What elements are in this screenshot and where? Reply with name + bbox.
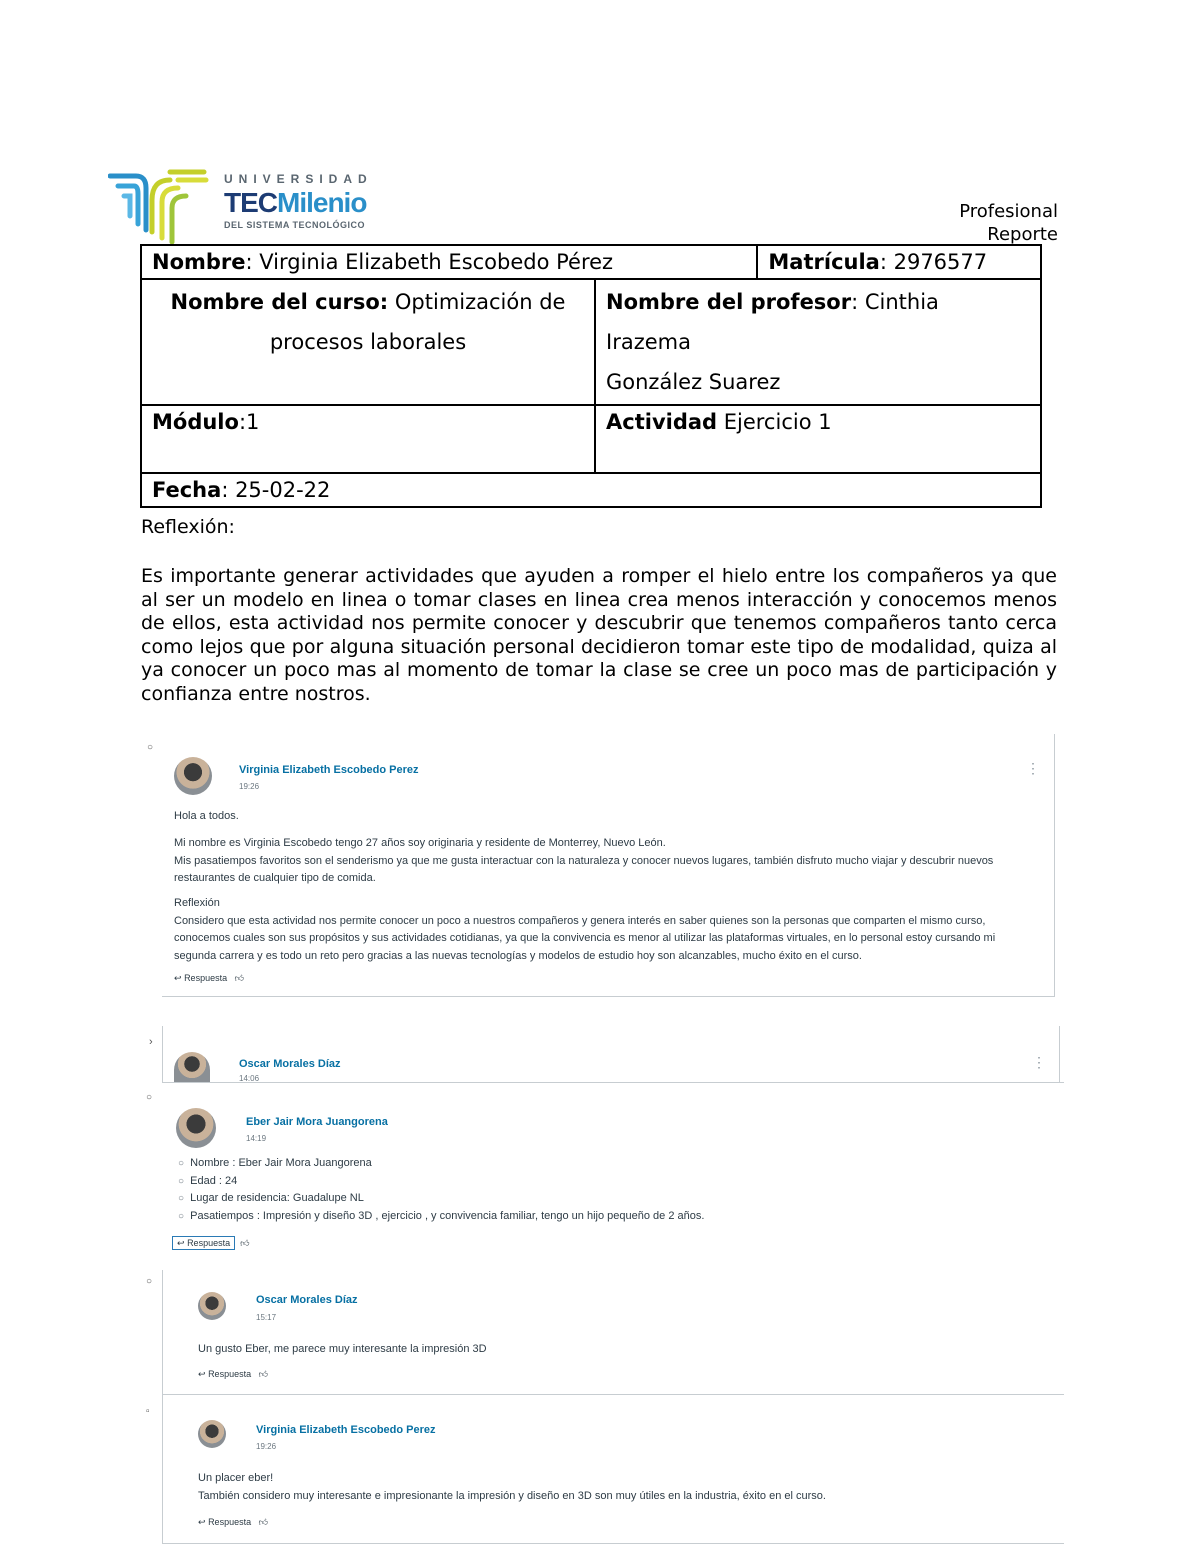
nombre-label: Nombre [152,250,246,274]
post-author[interactable]: Oscar Morales Díaz [239,1058,341,1070]
avatar [176,1108,216,1148]
header-reporte: Reporte [987,224,1058,245]
expand-thread-icon[interactable]: › [149,1036,153,1048]
post-card-oscar-collapsed [162,1026,1060,1082]
post-text: Un gusto Eber, me parece muy interesante la impresión 3D [198,1343,487,1355]
list-item-text: Pasatiempos : Impresión y diseño 3D , ejercicio , y convivencia familiar, tengo un hijo pequeño de 2 años. [190,1209,705,1222]
modulo-value: :1 [238,410,260,434]
thread-collapse-icon[interactable]: ▫ [146,1406,150,1417]
reply-button[interactable] [198,1369,268,1380]
nombre-cell [141,245,757,279]
avatar [198,1292,226,1320]
curso-cell [141,279,595,405]
logo-brand [224,188,373,218]
post-line: También considero muy interesante e impresionante la impresión y diseño en 3D son muy útiles en la industria, éxito en el curso. [198,1489,826,1502]
reply-arrow-icon: ↩ [198,1369,206,1379]
more-options-icon[interactable]: ⋮ [1026,760,1040,776]
profesor-cell [595,279,1041,405]
actividad-label: Actividad [606,410,718,434]
post-author[interactable]: Oscar Morales Díaz [256,1294,358,1306]
logo-subtitle: DEL SISTEMA TECNOLÓGICO [224,220,366,230]
tecmilenio-logo-mark [108,168,210,248]
avatar [198,1420,226,1448]
post-author[interactable]: Eber Jair Mora Juangorena [246,1116,388,1128]
fecha-value: : 25-02-22 [221,478,331,502]
divider [162,1394,1064,1395]
curso-value-2: procesos laborales [269,330,467,354]
divider [162,1543,1064,1544]
post-time: 14:19 [246,1134,267,1143]
reply-button[interactable] [174,973,244,984]
thread-line [162,1270,163,1394]
post-greeting: Hola a todos. [174,810,239,822]
post-line: Mis pasatiempos favoritos son el senderismo ya que me gusta interactuar con la naturaleza y conocer nuevos lugares, también disfruto mucho viajar y descubrir nuevos [174,854,994,867]
like-icon[interactable]: 👍︎ [258,1517,269,1527]
profesor-value-1: : Cinthia Irazema [606,290,939,354]
fecha-label: Fecha [152,478,222,502]
nombre-value: : Virginia Elizabeth Escobedo Pérez [245,250,614,274]
like-icon[interactable]: 👍︎ [240,1238,250,1248]
reply-arrow-icon: ↩ [177,1238,185,1248]
post-body [174,835,1044,888]
post-time: 14:06 [239,1074,260,1082]
logo-brand-tec: TEC [224,187,277,218]
post-line: Un placer eber! [198,1472,274,1484]
thread-collapse-icon[interactable]: ○ [146,1092,153,1103]
matricula-cell [757,245,1041,279]
reply-label: Respuesta [184,973,228,983]
profesor-value-2: González Suarez [606,370,781,394]
fecha-cell [141,473,1041,507]
actividad-cell [595,405,1041,473]
list-item [178,1208,1058,1226]
matricula-label: Matrícula [768,250,880,274]
post-line: Mi nombre es Virginia Escobedo tengo 27 años soy originaria y residente de Monterrey, Nuevo León. [174,837,666,849]
header-right [959,200,1058,246]
post-reflection-title: Reflexión [174,897,220,909]
modulo-label: Módulo [152,410,239,434]
modulo-cell [141,405,595,473]
logo-universidad: UNIVERSIDAD [224,172,373,186]
post-time: 19:26 [239,782,260,791]
profesor-label: Nombre del profesor [606,290,852,314]
reply-button[interactable] [172,1238,250,1249]
divider [162,1082,1064,1083]
thread-line [162,1394,163,1544]
list-item [178,1155,1058,1173]
post-time: 19:26 [256,1442,277,1451]
reply-label: Respuesta [208,1517,252,1527]
avatar [174,1052,210,1082]
student-info-table [140,244,1042,508]
list-item [178,1173,1058,1191]
curso-label: Nombre del curso: [170,290,389,314]
post-body [198,1470,1058,1505]
post-line: Considero que esta actividad nos permite conocer un poco a nuestros compañeros y genera interés en saber quienes son la personas que comparten el mismo curso, [174,914,986,927]
post-bullet-list [178,1155,1058,1225]
header-profesional: Profesional [959,201,1058,222]
reply-label: Respuesta [187,1238,231,1248]
post-author[interactable]: Virginia Elizabeth Escobedo Perez [256,1424,436,1436]
reply-focus [172,1236,235,1250]
thread-collapse-icon[interactable]: ○ [147,742,154,753]
reply-label: Respuesta [208,1369,252,1379]
list-item-text: Lugar de residencia: Guadalupe NL [190,1192,364,1204]
list-item [178,1190,1058,1208]
tecmilenio-logo-text [224,172,373,230]
curso-value-1: Optimización de [388,290,566,314]
reply-arrow-icon: ↩ [198,1517,206,1527]
actividad-value: Ejercicio 1 [717,410,832,434]
list-item-text: Nombre : Eber Jair Mora Juangorena [190,1157,372,1169]
reflection-title: Reflexión: [141,516,235,538]
post-line: conocemos cuales son sus propósitos y sus actividades cotidianas, ya que la convivencia es menor al utilizar las plataformas virtuales, en lo personal estoy cursando mi [174,932,996,944]
post-line: restaurantes de cualquier tipo de comida. [174,872,376,884]
post-reflection [174,895,1044,965]
bullet-icon: ○ [178,1158,185,1169]
avatar [174,757,212,795]
post-author[interactable]: Virginia Elizabeth Escobedo Perez [239,764,419,776]
list-item-text: Edad : 24 [190,1174,238,1187]
reflection-body: Es importante generar actividades que ayuden a romper el hielo entre los compañeros ya que al ser un modelo en linea o tomar clases en linea crea menos interacción y conocemos menos de ellos, esta actividad nos permite conocer y descubrir que tenemos compañeros tanto cerca como lejos que por alguna situación personal decidieron tomar este tipo de modalidad, quiza al ya conocer un poco mas al momento de tomar la clase se cree un poco mas de participación y confianza entre nostros. [141,565,1057,705]
bullet-icon: ○ [178,1175,185,1187]
like-icon[interactable]: 👍︎ [234,973,245,983]
more-options-icon[interactable]: ⋮ [1032,1054,1046,1070]
like-icon[interactable]: 👍︎ [258,1369,269,1379]
bullet-icon: ○ [178,1210,185,1222]
logo-brand-milenio: Milenio [277,187,367,218]
post-time: 15:17 [256,1313,277,1322]
post-line: segunda carrera y es todo un reto pero gracias a las nuevas tecnologías y modelos de estudio hoy son alcanzables, mucho éxito en el curso. [174,949,862,962]
thread-collapse-icon[interactable]: ○ [146,1276,153,1287]
bullet-icon: ○ [178,1193,185,1204]
reply-arrow-icon: ↩ [174,973,182,983]
reply-button[interactable] [198,1517,268,1528]
matricula-value: : 2976577 [879,250,988,274]
